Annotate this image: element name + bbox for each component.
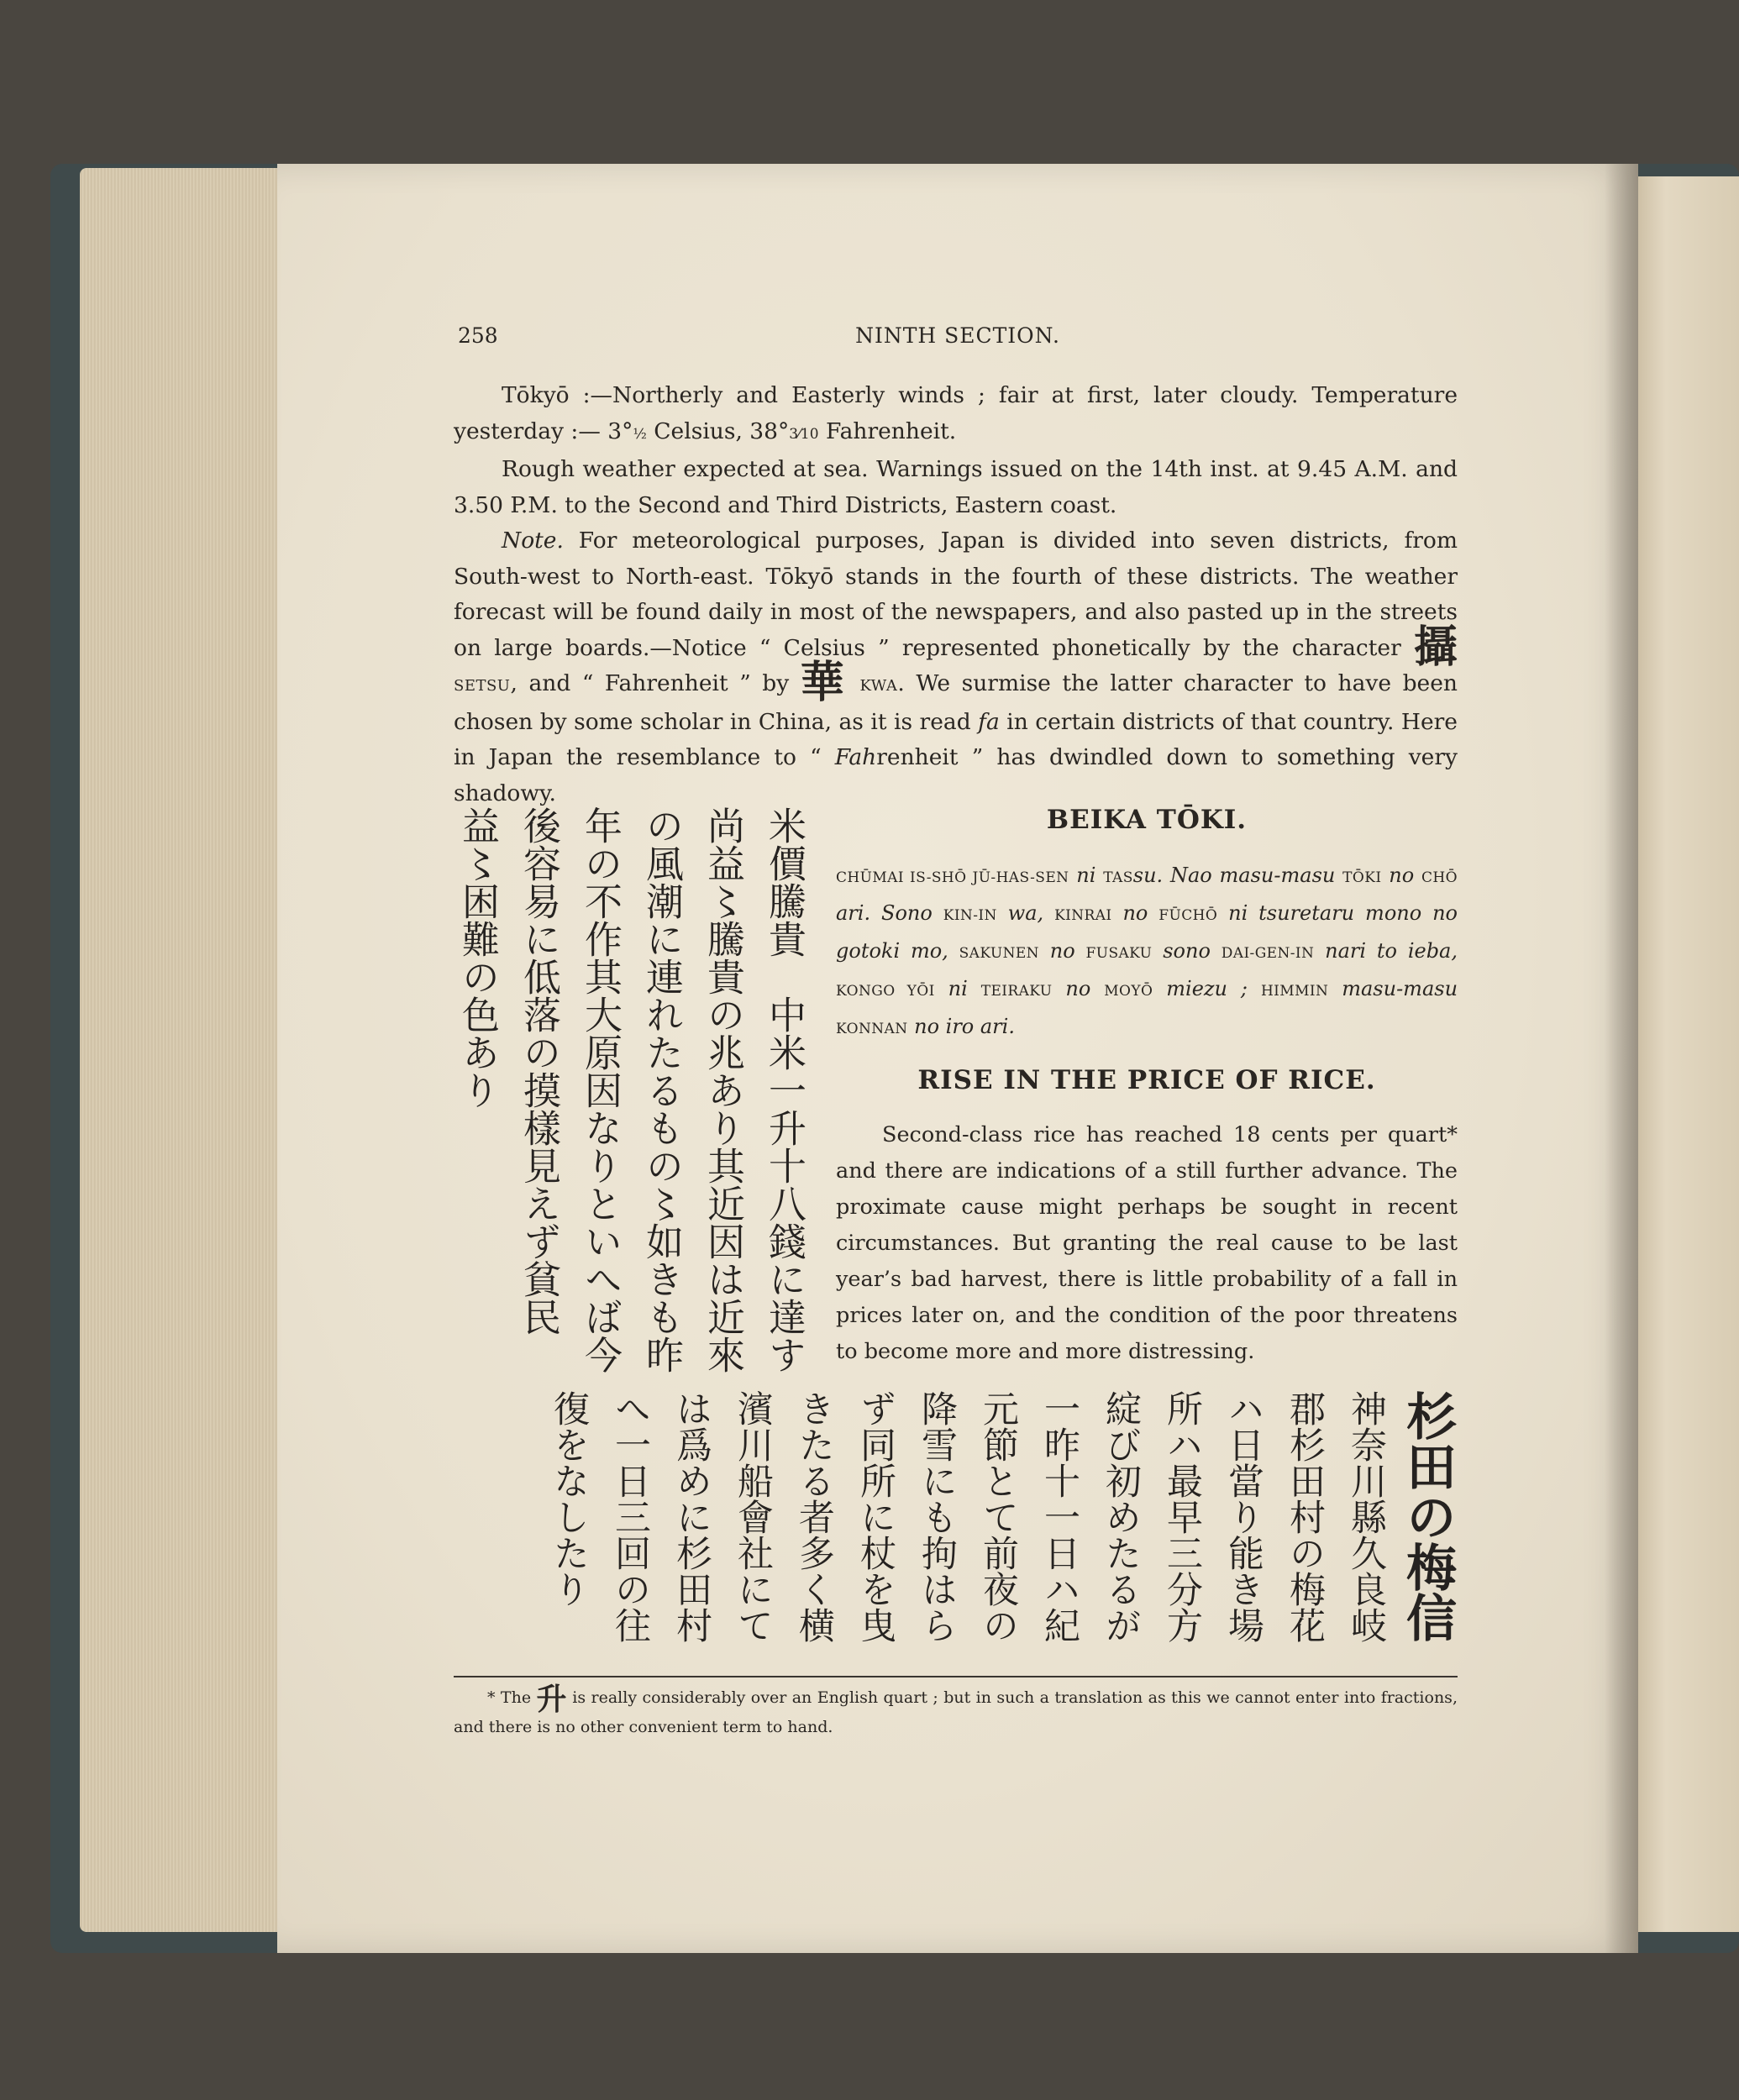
- translation-section: [836, 1063, 1458, 1370]
- romaji-italic-segment: nari to ieba,: [1314, 939, 1458, 963]
- romaji-italic-segment: no iro ari.: [907, 1015, 1015, 1038]
- romaji-smallcaps-segment: KONNAN: [836, 1021, 908, 1037]
- romaji-smallcaps-segment: DAI-GEN-IN: [1221, 945, 1315, 962]
- kanji-kwa: 華: [800, 657, 848, 708]
- romaji-smallcaps-segment: CHŪMAI IS-SHŌ JŪ-HAS-SEN: [836, 869, 1069, 886]
- weather-report: [454, 378, 1458, 811]
- romaji-italic-segment: miezu ;: [1153, 977, 1261, 1000]
- rice-price-japanese-text: 米價騰貴 中米一升十八錢に達す尚益〻騰貴の兆あり其近因は近來の風潮に連れたるもの〻如きも昨年の不作其大原因なりといへば今後容易に低落の摸樣見えず貧民益〻困難の色あり: [455, 806, 806, 1373]
- romaji-italic-segment: wa,: [996, 901, 1055, 925]
- weather-paragraph-1: Tōkyō :—Northerly and Easterly winds ; fair at first, later cloudy. Temperature yesterday :— 3°½ Celsius, 38°3⁄10 Fahrenheit.: [454, 382, 1458, 444]
- romaji-smallcaps-segment: KONGO YŌI: [836, 983, 935, 1000]
- page-gutter-shadow: [1605, 164, 1638, 1953]
- plum-news-japanese-text: [487, 1390, 1458, 1667]
- page-edges: [80, 168, 281, 1932]
- page-number: 258: [458, 323, 498, 348]
- romaji-smallcaps-segment: FUSAKU: [1085, 945, 1153, 962]
- romaji-smallcaps-segment: MOYŌ: [1104, 983, 1153, 1000]
- romaji-section: [836, 802, 1458, 1047]
- romaji-italic-segment: no: [1038, 939, 1086, 963]
- footnote: [454, 1684, 1458, 1741]
- romaji-italic-segment: masu-masu: [1328, 977, 1458, 1000]
- romaji-italic-segment: ari. Sono: [836, 901, 943, 925]
- translation-heading: RISE IN THE PRICE OF RICE.: [917, 1065, 1376, 1095]
- romaji-smallcaps-segment: CHŌ: [1421, 869, 1458, 886]
- footnote-rule: [454, 1676, 1458, 1677]
- romaji-smallcaps-segment: FŪCHŌ: [1158, 907, 1218, 924]
- romaji-smallcaps-segment: HIMMIN: [1260, 983, 1329, 1000]
- fraction-half: ½: [633, 425, 647, 443]
- romaji-italic-segment: sono: [1152, 939, 1222, 963]
- romaji-smallcaps-segment: SAKUNEN: [959, 945, 1039, 962]
- romaji-italic-segment: no: [1111, 901, 1159, 925]
- translation-text: Second-class rice has reached 18 cents per quart* and there are indications of a still further advance. The proximate cause might perhaps be sought in recent circumstances. But granting the real cause to be last year’s bad harvest, there is little probability of a fall in prices later on, and the condition of the poor threatens to become more and more distressing.: [836, 1122, 1458, 1364]
- footnote-text: is really considerably over an English quart ; but in such a translation as this we cannot enter into fractions, and there is no other convenient term to hand.: [454, 1688, 1458, 1736]
- romaji-smallcaps-segment: TŌKI: [1342, 869, 1382, 886]
- footnote-mark: * The: [487, 1688, 537, 1707]
- plum-news-body: 神奈川縣久良岐郡杉田村の梅花ハ日當り能き場所ハ最早三分方綻び初めたるが一昨十一日ハ紀元節とて前夜の降雪にも拘はらず同所に杖を曳きたる者多く横濱川船會社にては爲めに杉田村へ一日三回の往復をなしたり: [548, 1390, 1387, 1643]
- facing-page-edge: [1634, 176, 1739, 1932]
- page-header: [458, 323, 1458, 357]
- romaji-smallcaps-segment: TAS: [1103, 869, 1133, 886]
- romaji-italic-segment: ni tsuretaru mono no gotoki mo,: [836, 901, 1458, 963]
- running-head: NINTH SECTION.: [855, 323, 1060, 348]
- romaji-transliteration: [836, 858, 1458, 1047]
- romaji-italic-segment: no: [1381, 864, 1422, 887]
- kanji-masu: 升: [536, 1682, 567, 1717]
- reading-kwa: KWA: [859, 677, 898, 695]
- weather-paragraph-2: Rough weather expected at sea. Warnings issued on the 14th inst. at 9.45 A.M. and 3.50 P.M. to the Second and Third Districts, Eastern coast.: [454, 456, 1458, 518]
- romaji-italic-segment: su. Nao masu-masu: [1132, 864, 1343, 887]
- note-label: Note.: [502, 528, 564, 554]
- weather-note: Note. For meteorological purposes, Japan is divided into seven districts, from South-west to North-east. Tōkyō stands in the fourth of these districts. The weather forecast will be found daily in most of the newspapers, and also pasted up in the streets on large boards.—Notice “ Celsius ” represented phonetically by the character 攝 SETSU, and “ Fahrenheit ” by 華 KWA. We surmise the latter character to have been chosen by some scholar in China, as it is read fa in certain districts of that country. Here in Japan the resemblance to “ Fahrenheit ” has dwindled down to something very shadowy.: [454, 528, 1458, 806]
- plum-news-title: 杉田の梅信: [1398, 1390, 1457, 1642]
- reading-setsu: SETSU: [454, 677, 511, 695]
- romaji-italic-segment: ni: [1069, 864, 1104, 887]
- romaji-heading: BEIKA TŌKI.: [1046, 805, 1248, 835]
- romaji-smallcaps-segment: KINRAI: [1054, 907, 1112, 924]
- romaji-smallcaps-segment: TEIRAKU: [980, 983, 1053, 1000]
- kanji-setsu: 攝: [1413, 621, 1458, 673]
- romaji-italic-segment: ni: [934, 977, 981, 1000]
- romaji-smallcaps-segment: KIN-IN: [943, 907, 997, 924]
- romaji-italic-segment: no: [1052, 977, 1105, 1000]
- fraction-three-tenths: 3⁄10: [789, 425, 819, 443]
